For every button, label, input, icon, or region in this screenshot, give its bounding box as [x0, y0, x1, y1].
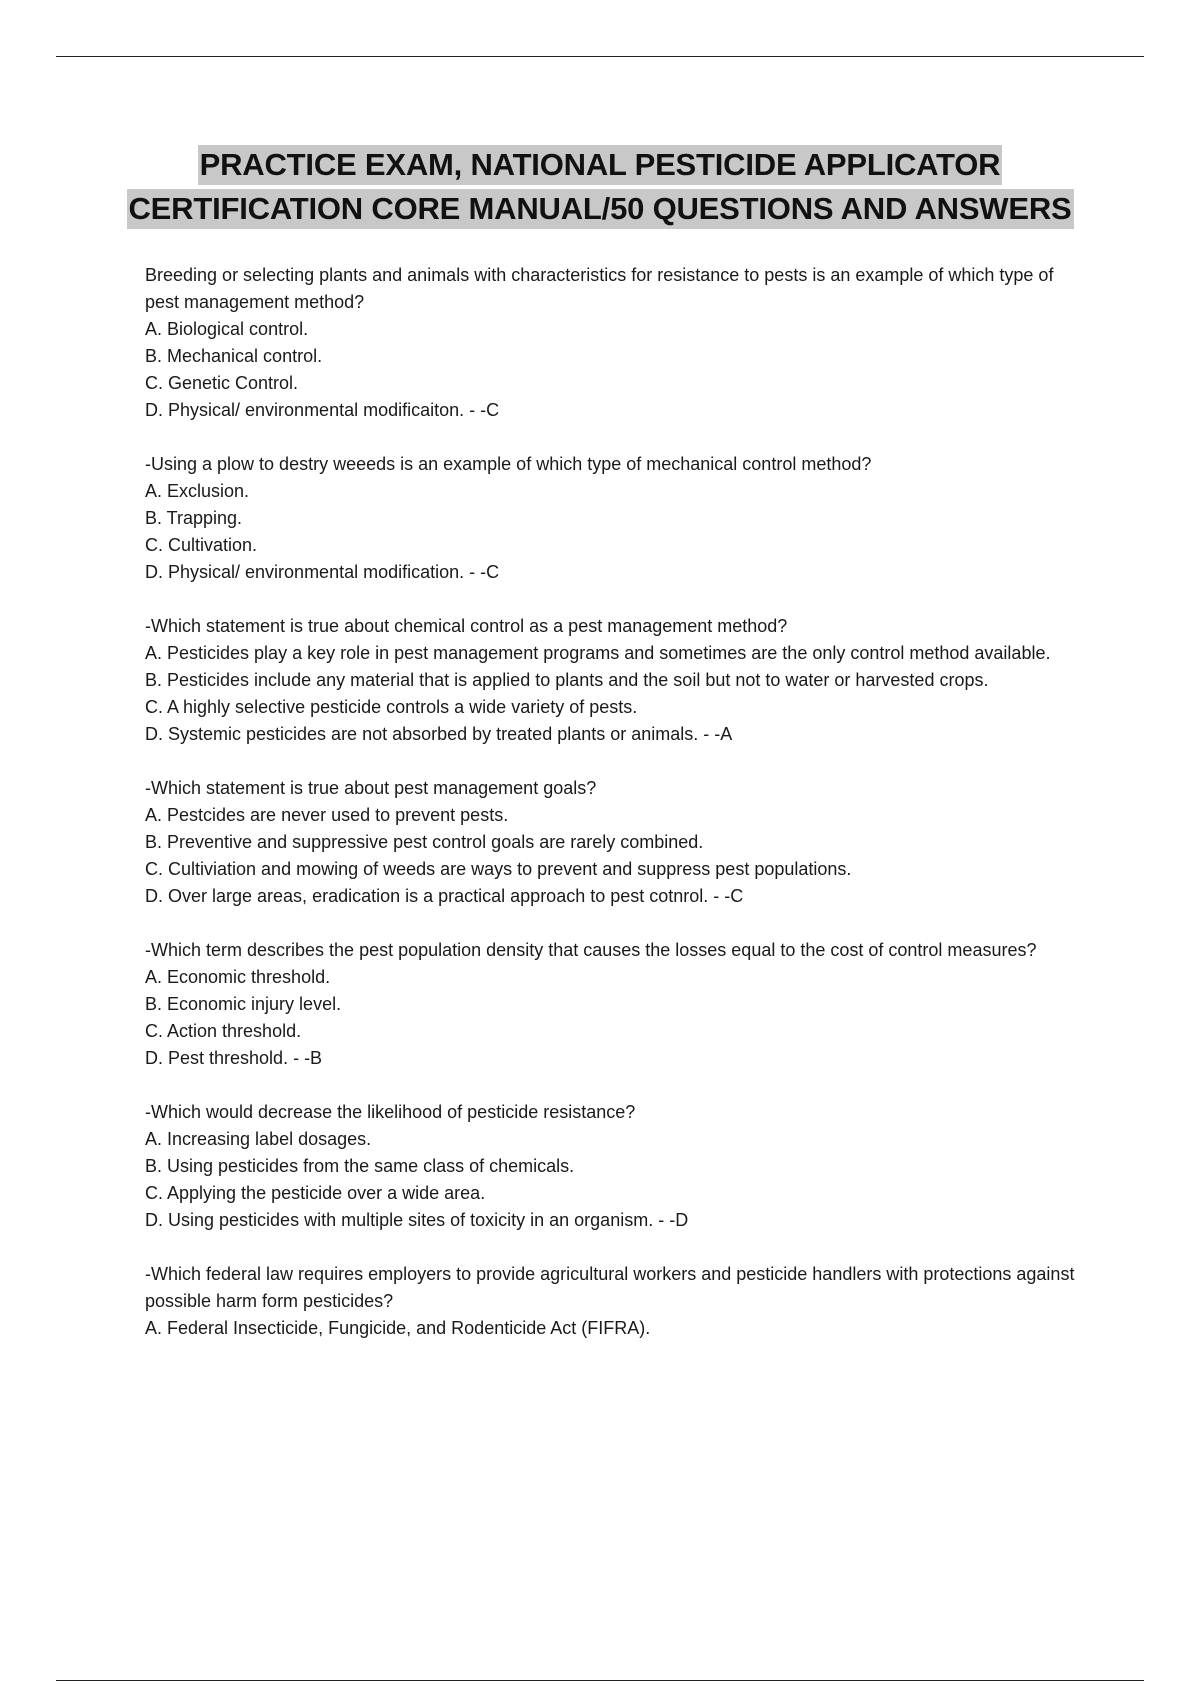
answer-option: D. Physical/ environmental modification. - -C [145, 562, 500, 582]
answer-option: D. Over large areas, eradication is a practical approach to pest cotnrol. - -C [145, 886, 744, 906]
answer-option: B. Pesticides include any material that is applied to plants and the soil but not to water or harvested crops. [145, 670, 989, 690]
answer-option: A. Pesticides play a key role in pest management programs and sometimes are the only control method available. [145, 643, 1051, 663]
answer-option: B. Economic injury level. [145, 994, 342, 1014]
answer-option: C. Action threshold. [145, 1021, 302, 1041]
answer-option: C. Cultivation. [145, 535, 258, 555]
answer-option: A. Pestcides are never used to prevent pests. [145, 805, 509, 825]
question-item [145, 775, 1075, 910]
question-text: -Which term describes the pest population density that causes the losses equal to the cost of control measures? [145, 940, 1037, 960]
answer-option: B. Preventive and suppressive pest control goals are rarely combined. [145, 832, 704, 852]
answer-option: D. Physical/ environmental modificaiton. - -C [145, 400, 500, 420]
question-item [145, 262, 1075, 424]
answer-option: B. Mechanical control. [145, 346, 323, 366]
answer-option: C. Genetic Control. [145, 373, 299, 393]
question-list [145, 262, 1075, 1369]
question-text: Breeding or selecting plants and animals with characteristics for resistance to pests is an example of which type of pest management method? [145, 265, 1054, 312]
answer-option: A. Increasing label dosages. [145, 1129, 372, 1149]
answer-option: A. Biological control. [145, 319, 309, 339]
answer-option: D. Using pesticides with multiple sites of toxicity in an organism. - -D [145, 1210, 689, 1230]
question-item [145, 1261, 1075, 1342]
document-title [0, 145, 1200, 229]
answer-option: A. Federal Insecticide, Fungicide, and Rodenticide Act (FIFRA). [145, 1318, 651, 1338]
answer-option: A. Economic threshold. [145, 967, 331, 987]
answer-option: C. Cultiviation and mowing of weeds are ways to prevent and suppress pest populations. [145, 859, 852, 879]
answer-option: B. Trapping. [145, 508, 243, 528]
question-item [145, 937, 1075, 1072]
bottom-rule [56, 1680, 1144, 1681]
answer-option: A. Exclusion. [145, 481, 250, 501]
question-item [145, 1099, 1075, 1234]
title-line-2: CERTIFICATION CORE MANUAL/50 QUESTIONS AND ANSWERS [127, 189, 1074, 229]
question-text: -Which would decrease the likelihood of pesticide resistance? [145, 1102, 636, 1122]
question-text: -Which statement is true about chemical control as a pest management method? [145, 616, 788, 636]
answer-option: D. Pest threshold. - -B [145, 1048, 323, 1068]
question-text: -Using a plow to destry weeeds is an example of which type of mechanical control method? [145, 454, 872, 474]
question-item [145, 451, 1075, 586]
answer-option: C. Applying the pesticide over a wide area. [145, 1183, 486, 1203]
answer-option: B. Using pesticides from the same class of chemicals. [145, 1156, 575, 1176]
title-line-1: PRACTICE EXAM, NATIONAL PESTICIDE APPLICATOR [198, 145, 1003, 185]
question-item [145, 613, 1075, 748]
question-text: -Which statement is true about pest management goals? [145, 778, 597, 798]
top-rule [56, 56, 1144, 57]
answer-option: C. A highly selective pesticide controls a wide variety of pests. [145, 697, 638, 717]
question-text: -Which federal law requires employers to provide agricultural workers and pesticide handlers with protections against possible harm form pesticides? [145, 1264, 1075, 1311]
answer-option: D. Systemic pesticides are not absorbed by treated plants or animals. - -A [145, 724, 733, 744]
